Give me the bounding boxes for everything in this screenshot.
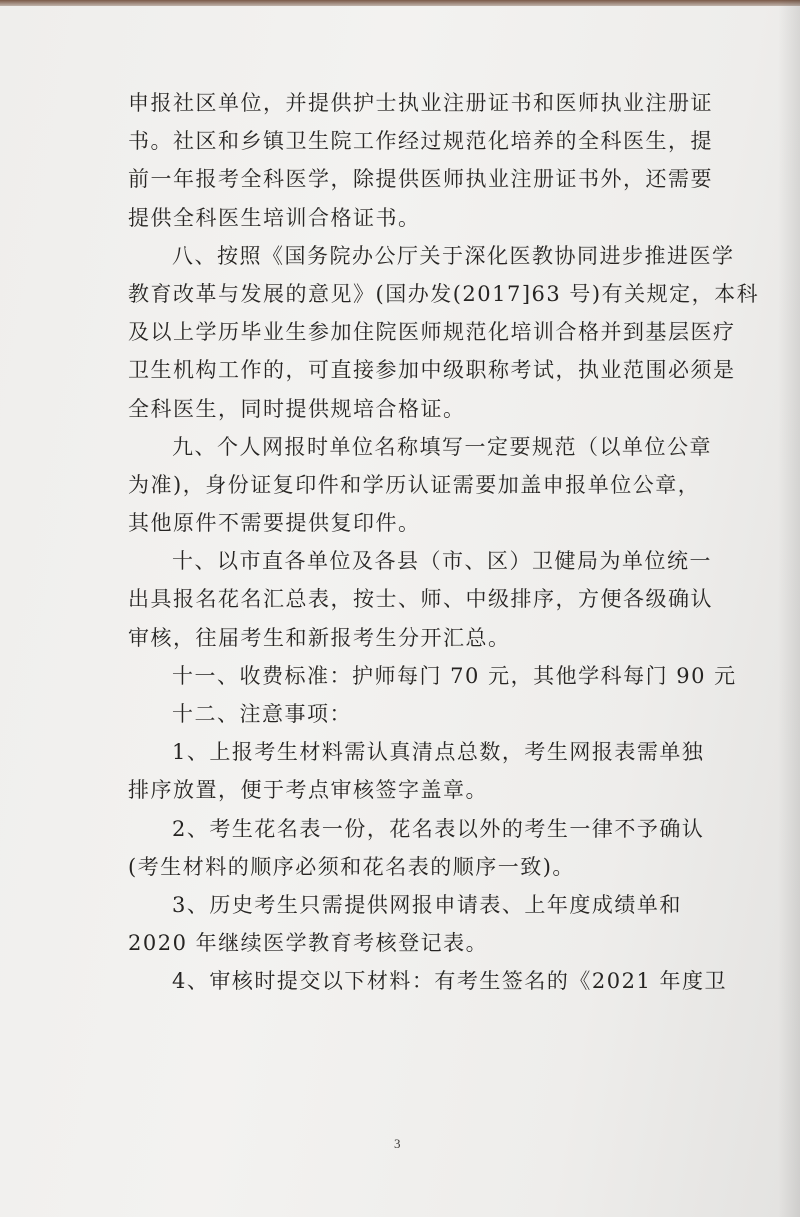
text-line: 八、按照《国务院办公厅关于深化医教协同进步推进医学 (172, 243, 735, 268)
text-line: 及以上学历毕业生参加住院医师规范化培训合格并到基层医疗 (128, 320, 736, 345)
text-line: 其他原件不需要提供复印件。 (128, 511, 421, 536)
text-line: 2020 年继续医学教育考核登记表。 (128, 931, 489, 956)
document-body (128, 84, 760, 1001)
text-line: 十二、注意事项： (172, 702, 352, 726)
text-line: 4、审核时提交以下材料：有考生签名的《2021 年度卫 (172, 969, 727, 994)
text-line: (考生材料的顺序必须和花名表的顺序一致)。 (128, 854, 575, 879)
text-line: 出具报名花名汇总表，按士、师、中级排序，方便各级确认 (128, 587, 713, 612)
text-line: 审核，往届考生和新报考生分开汇总。 (128, 625, 511, 650)
text-line: 九、个人网报时单位名称填写一定要规范（以单位公章 (172, 434, 712, 459)
text-line: 卫生机构工作的，可直接参加中级职称考试，执业范围必须是 (128, 358, 736, 383)
text-line: 1、上报考生材料需认真清点总数，考生网报表需单独 (172, 740, 705, 765)
page-number: 3 (394, 1136, 401, 1151)
page-edge-shadow (778, 0, 800, 1217)
text-line: 提供全科医生培训合格证书。 (128, 205, 421, 230)
text-line: 排序放置，便于考点审核签字盖章。 (128, 778, 488, 803)
text-line: 教育改革与发展的意见》(国办发(2017]63 号)有关规定，本科 (128, 281, 760, 306)
text-line: 申报社区单位，并提供护士执业注册证书和医师执业注册证 (128, 91, 713, 115)
text-line: 十、以市直各单位及各县（市、区）卫健局为单位统一 (172, 549, 712, 574)
text-line: 十一、收费标准：护师每门 70 元，其他学科每门 90 元 (172, 663, 737, 688)
text-line: 前一年报考全科医学，除提供医师执业注册证书外，还需要 (128, 167, 713, 192)
text-line: 3、历史考生只需提供网报申请表、上年度成绩单和 (172, 892, 682, 917)
text-line: 为准)，身份证复印件和学历认证需要加盖申报单位公章， (128, 472, 701, 497)
text-line: 全科医生，同时提供规培合格证。 (128, 396, 466, 421)
text-line: 2、考生花名表一份，花名表以外的考生一律不予确认 (172, 816, 705, 841)
text-line: 书。社区和乡镇卫生院工作经过规范化培养的全科医生，提 (128, 129, 713, 154)
